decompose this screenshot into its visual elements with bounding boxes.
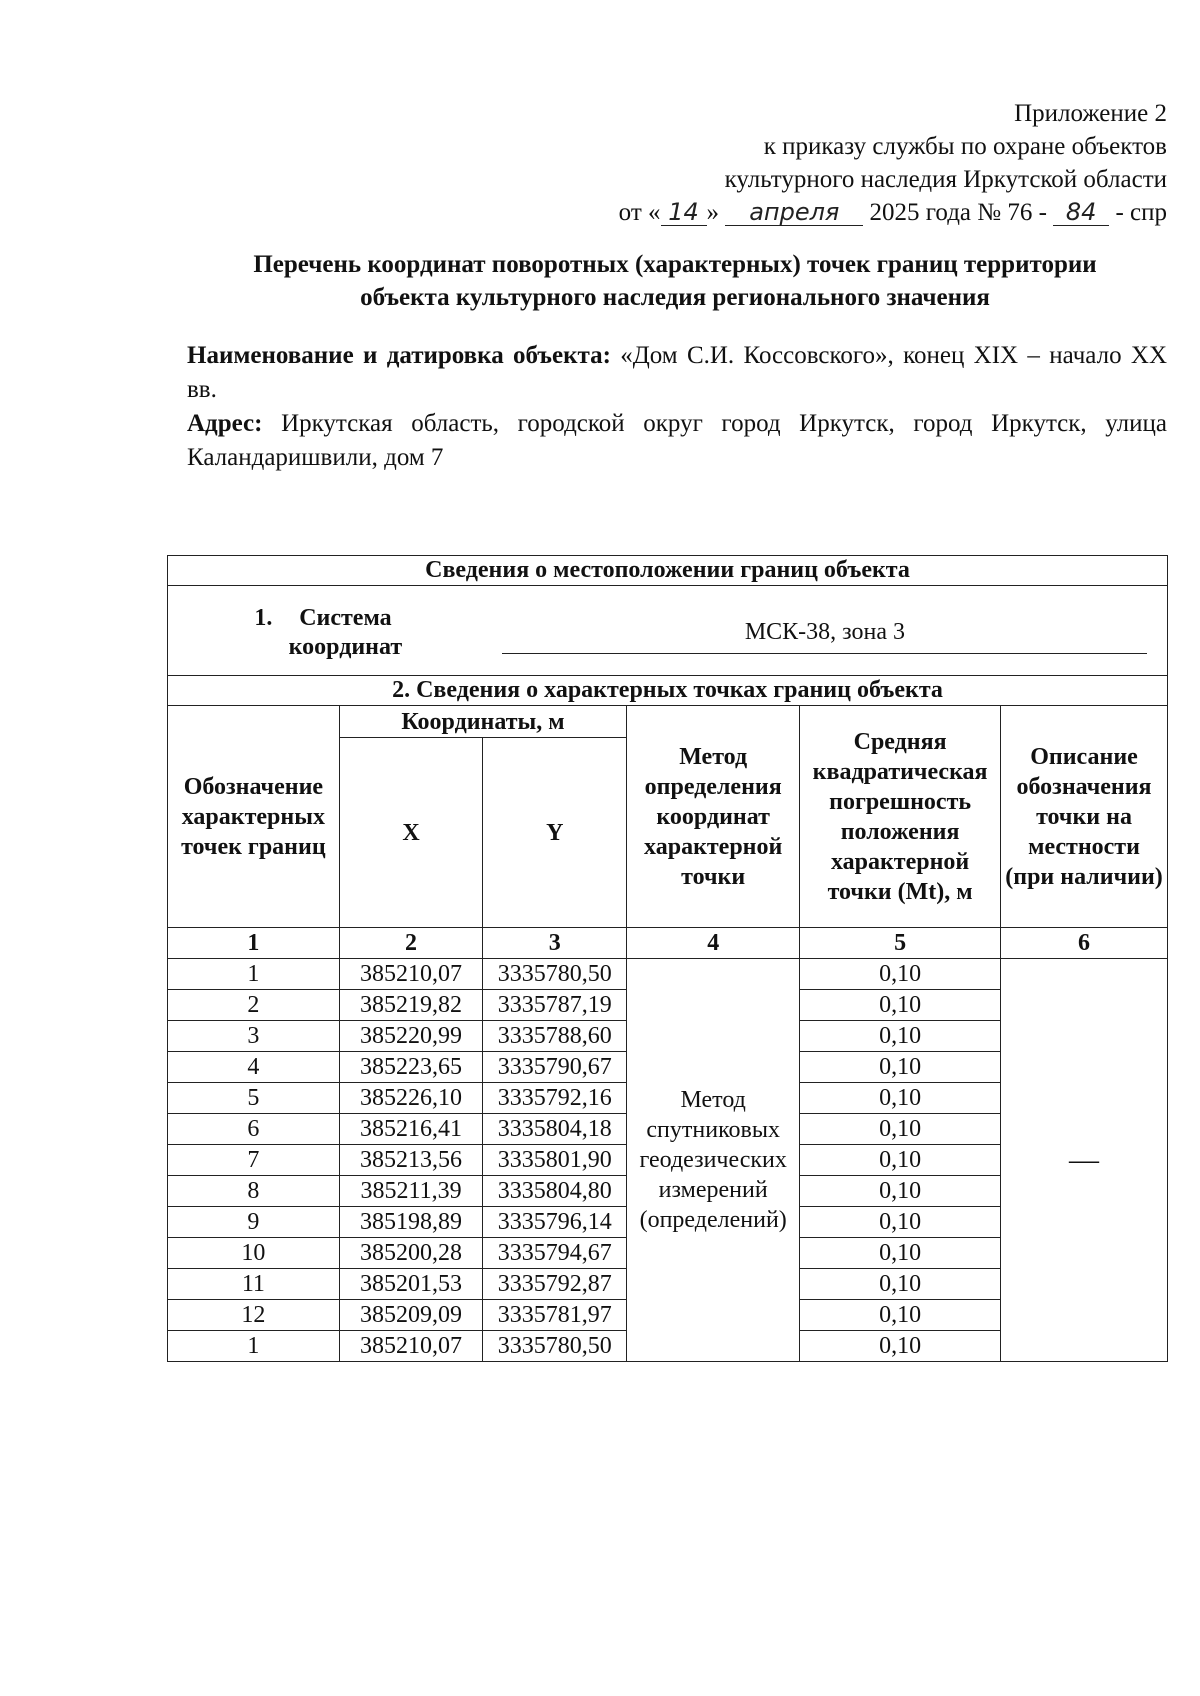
point-cell: 3 [168, 1021, 340, 1052]
column-header-row-1 [168, 706, 1168, 738]
point-cell: 7 [168, 1145, 340, 1176]
column-number: 2 [339, 928, 483, 959]
system-label: Система координат [288, 604, 403, 660]
section-1-header-row [168, 556, 1168, 586]
number-suffix: - спр [1115, 199, 1167, 226]
mt-cell: 0,10 [800, 1269, 1001, 1300]
x-cell: 385210,07 [339, 1331, 483, 1362]
object-address-label: Адрес: [187, 410, 263, 437]
mt-cell: 0,10 [800, 1083, 1001, 1114]
x-cell: 385201,53 [339, 1269, 483, 1300]
object-name-value: «Дом С.И. Коссовского», конец XIX – начало XX вв. [187, 342, 1167, 403]
document-title [180, 248, 1170, 314]
object-name-paragraph [187, 339, 1167, 407]
y-cell: 3335788,60 [483, 1021, 627, 1052]
column-number-row [168, 928, 1168, 959]
x-cell: 385219,82 [339, 990, 483, 1021]
column-number: 3 [483, 928, 627, 959]
system-value: МСК-38, зона 3 [502, 617, 1147, 654]
header-error: Средняя квадратическая погрешность положения характерной точки (Mt), м [800, 706, 1001, 928]
object-info [187, 339, 1167, 475]
y-cell: 3335792,87 [483, 1269, 627, 1300]
point-cell: 11 [168, 1269, 340, 1300]
section-2-header-row [168, 676, 1168, 706]
column-number: 6 [1001, 928, 1168, 959]
point-cell: 1 [168, 1331, 340, 1362]
coordinate-system-label-cell [168, 586, 483, 676]
y-cell: 3335801,90 [483, 1145, 627, 1176]
x-cell: 385223,65 [339, 1052, 483, 1083]
date-mid: » [706, 199, 720, 226]
y-cell: 3335792,16 [483, 1083, 627, 1114]
y-cell: 3335781,97 [483, 1300, 627, 1331]
coordinate-system-value-cell [483, 586, 1168, 676]
x-cell: 385213,56 [339, 1145, 483, 1176]
x-cell: 385211,39 [339, 1176, 483, 1207]
x-cell: 385200,28 [339, 1238, 483, 1269]
system-number: 1. [254, 604, 273, 631]
date-prefix: от « [618, 199, 661, 226]
annex-date-line [547, 196, 1167, 229]
point-cell: 8 [168, 1176, 340, 1207]
mt-cell: 0,10 [800, 1176, 1001, 1207]
point-cell: 2 [168, 990, 340, 1021]
y-cell: 3335804,80 [483, 1176, 627, 1207]
header-x: X [339, 738, 483, 928]
x-cell: 385216,41 [339, 1114, 483, 1145]
mt-cell: 0,10 [800, 1300, 1001, 1331]
object-address-paragraph [187, 407, 1167, 475]
method-cell: Метод спутниковых геодезических измерений (определений) [627, 959, 800, 1362]
x-cell: 385226,10 [339, 1083, 483, 1114]
table-row [168, 959, 1168, 990]
x-cell: 385209,09 [339, 1300, 483, 1331]
y-cell: 3335780,50 [483, 1331, 627, 1362]
header-coordinates: Координаты, м [339, 706, 627, 738]
x-cell: 385198,89 [339, 1207, 483, 1238]
column-number: 4 [627, 928, 800, 959]
point-cell: 6 [168, 1114, 340, 1145]
y-cell: 3335787,19 [483, 990, 627, 1021]
mt-cell: 0,10 [800, 990, 1001, 1021]
data-rows [168, 959, 1168, 1362]
object-name-label: Наименование и датировка объекта: [187, 342, 611, 369]
point-cell: 12 [168, 1300, 340, 1331]
header-y: Y [483, 738, 627, 928]
mt-cell: 0,10 [800, 959, 1001, 990]
year-text: 2025 года № 76 - [869, 199, 1047, 226]
point-cell: 5 [168, 1083, 340, 1114]
y-cell: 3335780,50 [483, 959, 627, 990]
x-cell: 385210,07 [339, 959, 483, 990]
header-description: Описание обозначения точки на местности (при наличии) [1001, 706, 1168, 928]
section-2-title: 2. Сведения о характерных точках границ объекта [168, 676, 1168, 706]
object-address-value: Иркутская область, городской округ город Иркутск, город Иркутск, улица Каландаришвили, дом 7 [187, 410, 1168, 471]
mt-cell: 0,10 [800, 1052, 1001, 1083]
column-number: 5 [800, 928, 1001, 959]
point-cell: 9 [168, 1207, 340, 1238]
mt-cell: 0,10 [800, 1021, 1001, 1052]
point-cell: 4 [168, 1052, 340, 1083]
coordinates-table [167, 555, 1168, 1362]
handwritten-month: апреля [725, 199, 863, 226]
title-line-2: объекта культурного наследия регионального значения [360, 284, 990, 311]
description-cell: — [1001, 959, 1168, 1362]
mt-cell: 0,10 [800, 1238, 1001, 1269]
y-cell: 3335790,67 [483, 1052, 627, 1083]
mt-cell: 0,10 [800, 1207, 1001, 1238]
annex-line-1: Приложение 2 [1014, 100, 1167, 127]
handwritten-number: 84 [1053, 199, 1109, 226]
title-line-1: Перечень координат поворотных (характерных) точек границ территории [253, 251, 1097, 278]
header-method: Метод определения координат характерной точки [627, 706, 800, 928]
annex-line-3: культурного наследия Иркутской области [724, 166, 1167, 193]
y-cell: 3335804,18 [483, 1114, 627, 1145]
handwritten-day: 14 [661, 199, 707, 226]
coordinate-system-row [168, 586, 1168, 676]
x-cell: 385220,99 [339, 1021, 483, 1052]
point-cell: 1 [168, 959, 340, 990]
mt-cell: 0,10 [800, 1114, 1001, 1145]
y-cell: 3335794,67 [483, 1238, 627, 1269]
column-number: 1 [168, 928, 340, 959]
mt-cell: 0,10 [800, 1145, 1001, 1176]
section-1-title: Сведения о местоположении границ объекта [168, 556, 1168, 586]
annex-line-2: к приказу службы по охране объектов [763, 133, 1167, 160]
annex-header [547, 97, 1167, 229]
header-point: Обозначение характерных точек границ [168, 706, 340, 928]
mt-cell: 0,10 [800, 1331, 1001, 1362]
point-cell: 10 [168, 1238, 340, 1269]
y-cell: 3335796,14 [483, 1207, 627, 1238]
